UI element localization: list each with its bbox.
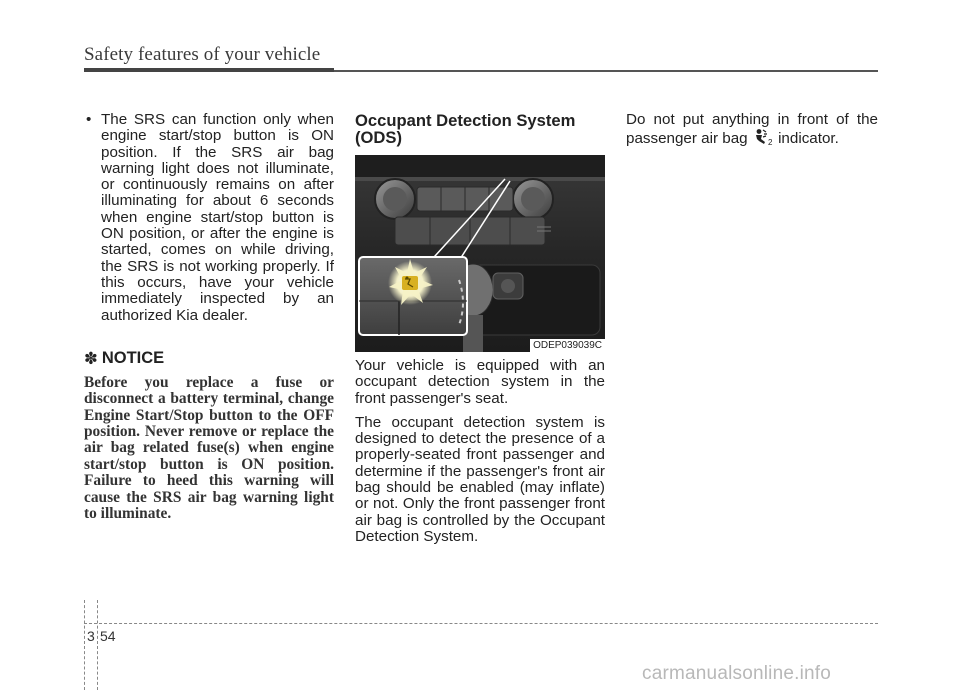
column-right <box>626 112 878 151</box>
indicator-text-start: Do not put anything in front of the passenger air bag <box>626 111 878 148</box>
watermark-text: carmanualsonline.info <box>642 663 832 684</box>
footer-divider-right <box>97 600 98 690</box>
indicator-paragraph <box>626 112 878 151</box>
figure-code: ODEP039039C <box>530 339 605 352</box>
ods-paragraph-1: Your vehicle is equipped with an occupant detection system in the front passenger's seat. <box>355 357 605 407</box>
bullet-mark: • <box>86 111 92 128</box>
header-rule-dark <box>84 68 334 72</box>
notice-heading <box>84 349 334 369</box>
notice-title: NOTICE <box>101 349 165 368</box>
column-middle <box>355 112 605 545</box>
notice-symbol: ✽ <box>84 349 98 368</box>
console-figure <box>355 155 605 352</box>
section-title: Occupant Detection System (ODS) <box>355 111 576 147</box>
footer-rule <box>84 623 878 624</box>
page-header-title: Safety features of your vehicle <box>84 44 321 65</box>
notice-text: Before you replace a fuse or disconnect a battery terminal, change Engine Start/Stop button to the OFF position. Never remove or replace the air bag related fuse(s) when engine start/stop button is ON position. Failure to heed this warning will cause the SRS air bag warning light to illuminate. <box>84 373 334 523</box>
header-rule <box>334 70 878 72</box>
page-number: 54 <box>100 628 116 644</box>
airbag-icon-subscript: 2 <box>767 138 773 147</box>
ods-paragraph-2: The occupant detection system is designed to detect the presence of a properly-seated front passenger and determine if the passenger's front air bag should be enabled (may inflate) or not. Only the front passenger front air bag is controlled by the Occupant Detection System. <box>355 413 605 545</box>
bullet-paragraph <box>84 112 334 324</box>
indicator-text-end: indicator. <box>778 130 839 148</box>
chapter-number: 3 <box>87 628 95 644</box>
footer-divider-left <box>84 600 85 690</box>
column-left <box>84 112 334 523</box>
passenger-airbag-icon <box>752 128 774 150</box>
console-illustration <box>355 155 605 352</box>
bullet-text: The SRS can function only when engine start/stop button is ON position. If the SRS air bag warning light does not illuminate, or continuously remains on after illuminating for about 6 seconds when engine start/stop button is ON position, or after the engine is started, comes on while driving, the SRS is not working properly. If this occurs, have your vehicle immediately inspected by an authorized Kia dealer. <box>101 111 334 324</box>
